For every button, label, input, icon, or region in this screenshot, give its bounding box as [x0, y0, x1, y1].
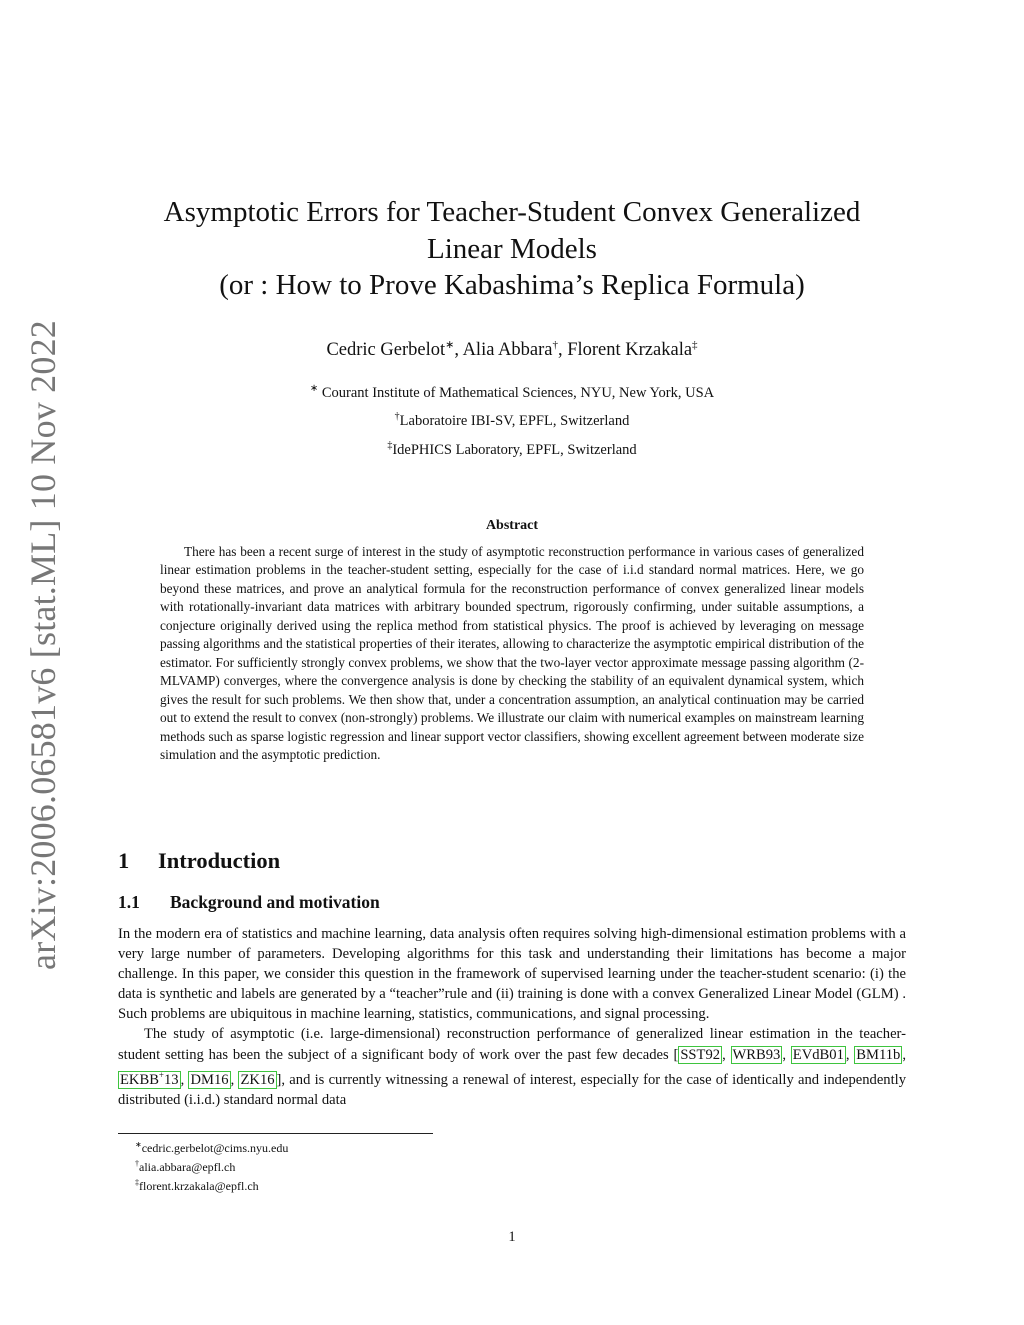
citation-link[interactable]: EVdB01 [792, 1046, 844, 1063]
section-title: Introduction [158, 848, 281, 873]
paragraph: In the modern era of statistics and machine learning, data analysis often requires solving high-dimensional estimation problems with a very large number of parameters. Developing algorithms for this task and understanding their limitations has become a major challenge. In this paper, we consider this question in the framework of supervised learning under the teacher-student scenario: (i) the data is synthetic and labels are generated by a “teacher”rule and (ii) training is done with a convex Generalized Linear Model (GLM) . Such problems are ubiquitous in machine learning, statistics, communications, and signal processing. [118, 926, 906, 1023]
affiliation-mark: ∗ [309, 383, 319, 394]
author-name: Florent Krzakala [567, 340, 693, 361]
affiliation-text: Courant Institute of Mathematical Sciences, NYU, New York, USA [318, 384, 715, 401]
citation-link[interactable]: WRB93 [732, 1046, 781, 1063]
footnote-email: cedric.gerbelot@cims.nyu.edu [141, 1141, 289, 1155]
author-name: Alia Abbara [462, 340, 553, 361]
title-line: Linear Models [427, 232, 597, 265]
citation-link[interactable]: ZK16 [240, 1071, 275, 1088]
abstract-heading: Abstract [485, 518, 539, 533]
affiliation-mark: ‡ [387, 439, 393, 451]
affiliation-line [150, 434, 874, 462]
section-heading [118, 847, 280, 875]
subsection-title: Background and motivation [170, 892, 380, 912]
footnote-mark: ∗ [135, 1140, 142, 1149]
footnote-divider [118, 1133, 433, 1134]
title-line: Asymptotic Errors for Teacher-Student Convex Generalized [163, 196, 861, 228]
body-text [118, 924, 906, 1110]
footnote [135, 1156, 288, 1175]
affiliation-text: IdePHICS Laboratory, EPFL, Switzerland [392, 441, 637, 458]
footnote-mark: † [135, 1159, 139, 1168]
citation-link[interactable]: DM16 [190, 1071, 229, 1088]
affiliation-line [150, 405, 874, 433]
author-list: Cedric Gerbelot∗, Alia Abbara†, Florent Krzakala‡ [326, 339, 698, 361]
paragraph-text: ], and is currently witnessing a renewal of interest, especially for the case of identically and independently distributed (i.i.d.) standard normal data [118, 1071, 907, 1108]
title-line: (or : How to Prove Kabashima’s Replica Formula) [219, 269, 805, 301]
author-name: Cedric Gerbelot [326, 340, 446, 361]
author-mark: † [552, 339, 558, 351]
page-number: 1 [508, 1229, 516, 1245]
paragraph: The study of asymptotic (i.e. large-dimensional) reconstruction performance of generalized linear estimation in the teacher-student setting has been the subject of a significant body of work over the past few decades [ SST92 , WRB93 , EVdB01 , BM11b , EKBB+13 , DM16 , ZK16 ], and is currently witnessing a renewal of interest, especially for the case of identically and independently distributed (i.i.d.) standard normal data [118, 1026, 907, 1108]
author-mark: ‡ [692, 339, 698, 351]
footnote-email: alia.abbara@epfl.ch [139, 1160, 236, 1174]
section-number: 1 [118, 848, 130, 873]
subsection-heading [118, 890, 380, 914]
subsection-number: 1.1 [118, 892, 140, 912]
affiliation-mark: † [394, 411, 400, 423]
paragraph-text: The study of asymptotic (i.e. large-dimensional) reconstruction performance of generalized linear estimation in the teacher-student setting has been the subject of a significant body of work over the past few decades [ [118, 1026, 906, 1063]
affiliation-text: Laboratoire IBI-SV, EPFL, Switzerland [399, 413, 630, 430]
footnote [135, 1175, 288, 1194]
citation-link[interactable]: BM11b [856, 1046, 901, 1063]
footnote-email: florent.krzakala@epfl.ch [139, 1179, 259, 1193]
citation-link[interactable]: EKBB+13 [120, 1069, 179, 1088]
abstract-text: There has been a recent surge of interest in the study of asymptotic reconstruction performance in various cases of generalized linear estimation problems in the teacher-student setting, especially for the case of i.i.d standard normal matrices. Here, we go beyond these matrices, and prove an analytical formula for the reconstruction performance of convex generalized linear models with rotationally-invariant data matrices with arbitrary bounded spectrum, rigorously confirming, under suitable assumptions, a conjecture originally derived using the replica method from statistical physics. The proof is achieved by leveraging on message passing algorithms and the statistical properties of their iterates, allowing to characterize the asymptotic empirical distribution of the estimator. For sufficiently strongly convex problems, we show that the two-layer vector approximate message passing algorithm (2-MLVAMP) converges, where the convergence analysis is done by checking the stability of an equivalent dynamical system, which gives the result for such problems. We then show that, under a concentration assumption, an analytical continuation may be carried out to extend the result to convex (non-strongly) problems. We illustrate our claim with numerical examples on mainstream learning methods such as sparse logistic regression and linear support vector classifiers, showing excellent agreement between moderate size simulation and the asymptotic prediction. [160, 544, 864, 762]
footnote-mark: ‡ [135, 1178, 139, 1187]
footnote [135, 1137, 288, 1156]
arxiv-identifier: arXiv:2006.06581v6 [stat.ML] 10 Nov 2022 [23, 320, 63, 970]
citation-link[interactable]: SST92 [680, 1046, 721, 1063]
affiliations [150, 377, 874, 462]
paper-title [150, 194, 874, 304]
footnotes [135, 1137, 288, 1194]
author-mark: ∗ [445, 339, 455, 351]
affiliation-line [150, 377, 874, 405]
